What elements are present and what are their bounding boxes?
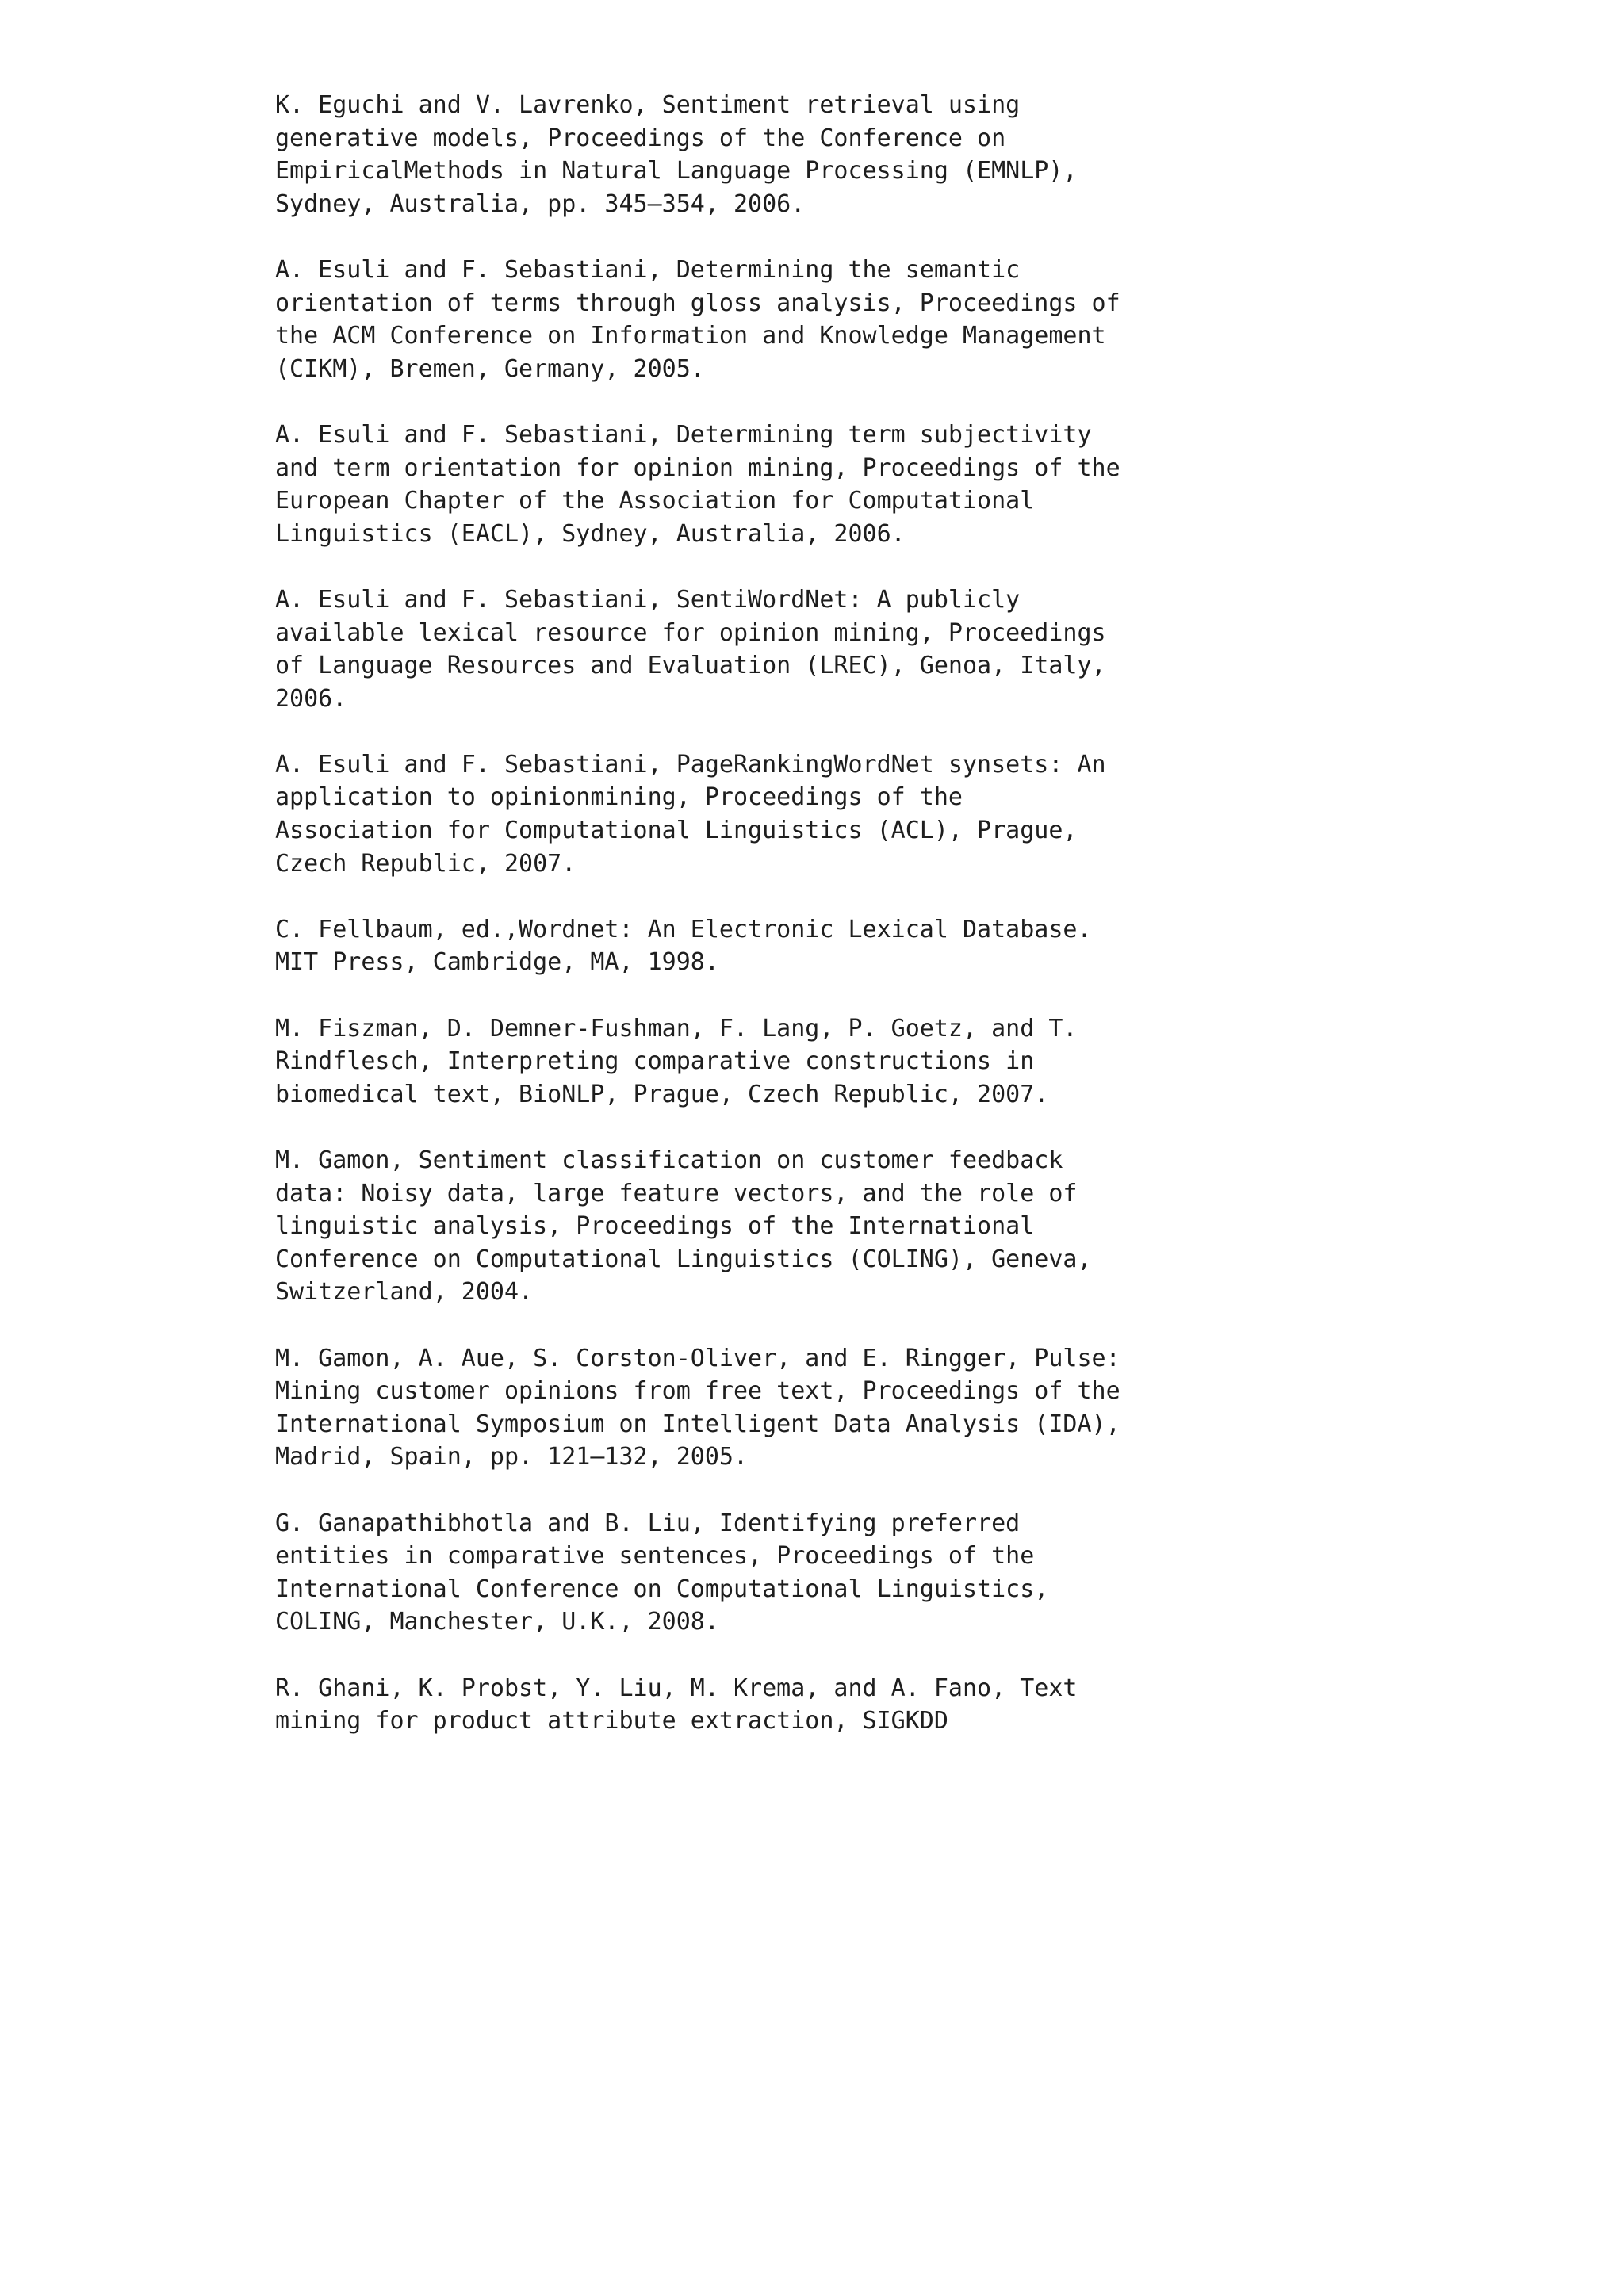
reference-line: 2006.	[275, 684, 347, 713]
reference-line: A. Esuli and F. Sebastiani, SentiWordNet: A publicly	[275, 585, 1021, 614]
reference-line: A. Esuli and F. Sebastiani, PageRankingWordNet synsets: An	[275, 750, 1106, 779]
reference-line: G. Ganapathibhotla and B. Liu, Identifying preferred	[275, 1509, 1021, 1537]
reference-line: Rindflesch, Interpreting comparative constructions in	[275, 1047, 1035, 1076]
reference-entry	[275, 254, 1385, 385]
reference-list	[275, 89, 1385, 1770]
reference-line: MIT Press, Cambridge, MA, 1998.	[275, 948, 719, 977]
reference-line: application to opinionmining, Proceedings of the	[275, 783, 963, 812]
reference-line: available lexical resource for opinion mining, Proceedings	[275, 618, 1106, 647]
reference-line: generative models, Proceedings of the Conference on	[275, 124, 1006, 152]
reference-line: Mining customer opinions from free text, Proceedings of the	[275, 1377, 1120, 1406]
reference-line: R. Ghani, K. Probst, Y. Liu, M. Krema, and A. Fano, Text	[275, 1674, 1078, 1702]
reference-line: A. Esuli and F. Sebastiani, Determining the semantic	[275, 255, 1021, 284]
reference-entry	[275, 913, 1385, 979]
reference-line: European Chapter of the Association for Computational	[275, 487, 1035, 515]
reference-entry	[275, 419, 1385, 550]
reference-line: Czech Republic, 2007.	[275, 849, 576, 878]
reference-line: Madrid, Spain, pp. 121–132, 2005.	[275, 1443, 749, 1471]
reference-line: linguistic analysis, Proceedings of the International	[275, 1212, 1035, 1241]
reference-line: International Conference on Computational Linguistics,	[275, 1575, 1049, 1603]
reference-entry	[275, 748, 1385, 880]
reference-line: biomedical text, BioNLP, Prague, Czech Republic, 2007.	[275, 1080, 1049, 1108]
reference-line: entities in comparative sentences, Proceedings of the	[275, 1542, 1035, 1571]
reference-line: EmpiricalMethods in Natural Language Processing (EMNLP),	[275, 157, 1078, 186]
reference-line: and term orientation for opinion mining, Proceedings of the	[275, 453, 1120, 482]
reference-entry	[275, 584, 1385, 715]
reference-line: International Symposium on Intelligent Data Analysis (IDA),	[275, 1410, 1120, 1438]
reference-entry	[275, 1342, 1385, 1474]
reference-line: M. Gamon, Sentiment classification on customer feedback	[275, 1146, 1063, 1174]
reference-line: Conference on Computational Linguistics (COLING), Geneva,	[275, 1245, 1092, 1273]
reference-line: mining for product attribute extraction, SIGKDD	[275, 1707, 948, 1735]
reference-line: M. Fiszman, D. Demner-Fushman, F. Lang, P. Goetz, and T.	[275, 1014, 1078, 1043]
reference-line: K. Eguchi and V. Lavrenko, Sentiment retrieval using	[275, 91, 1021, 119]
reference-entry	[275, 1144, 1385, 1309]
reference-entry	[275, 89, 1385, 220]
reference-entry	[275, 1507, 1385, 1639]
reference-line: COLING, Manchester, U.K., 2008.	[275, 1608, 719, 1636]
reference-line: C. Fellbaum, ed.,Wordnet: An Electronic Lexical Database.	[275, 915, 1092, 943]
reference-line: A. Esuli and F. Sebastiani, Determining term subjectivity	[275, 420, 1092, 449]
reference-line: the ACM Conference on Information and Knowledge Management	[275, 322, 1106, 350]
reference-line: Association for Computational Linguistics (ACL), Prague,	[275, 817, 1078, 845]
reference-line: Sydney, Australia, pp. 345–354, 2006.	[275, 189, 806, 218]
reference-entry	[275, 1012, 1385, 1112]
reference-line: orientation of terms through gloss analysis, Proceedings of	[275, 289, 1120, 317]
reference-line: (CIKM), Bremen, Germany, 2005.	[275, 354, 705, 383]
reference-line: M. Gamon, A. Aue, S. Corston-Oliver, and E. Ringger, Pulse:	[275, 1344, 1120, 1372]
reference-line: Switzerland, 2004.	[275, 1278, 534, 1307]
reference-line: Linguistics (EACL), Sydney, Australia, 2006.	[275, 519, 906, 548]
reference-entry	[275, 1672, 1385, 1738]
reference-line: of Language Resources and Evaluation (LREC), Genoa, Italy,	[275, 652, 1106, 680]
reference-line: data: Noisy data, large feature vectors, and the role of	[275, 1179, 1078, 1207]
